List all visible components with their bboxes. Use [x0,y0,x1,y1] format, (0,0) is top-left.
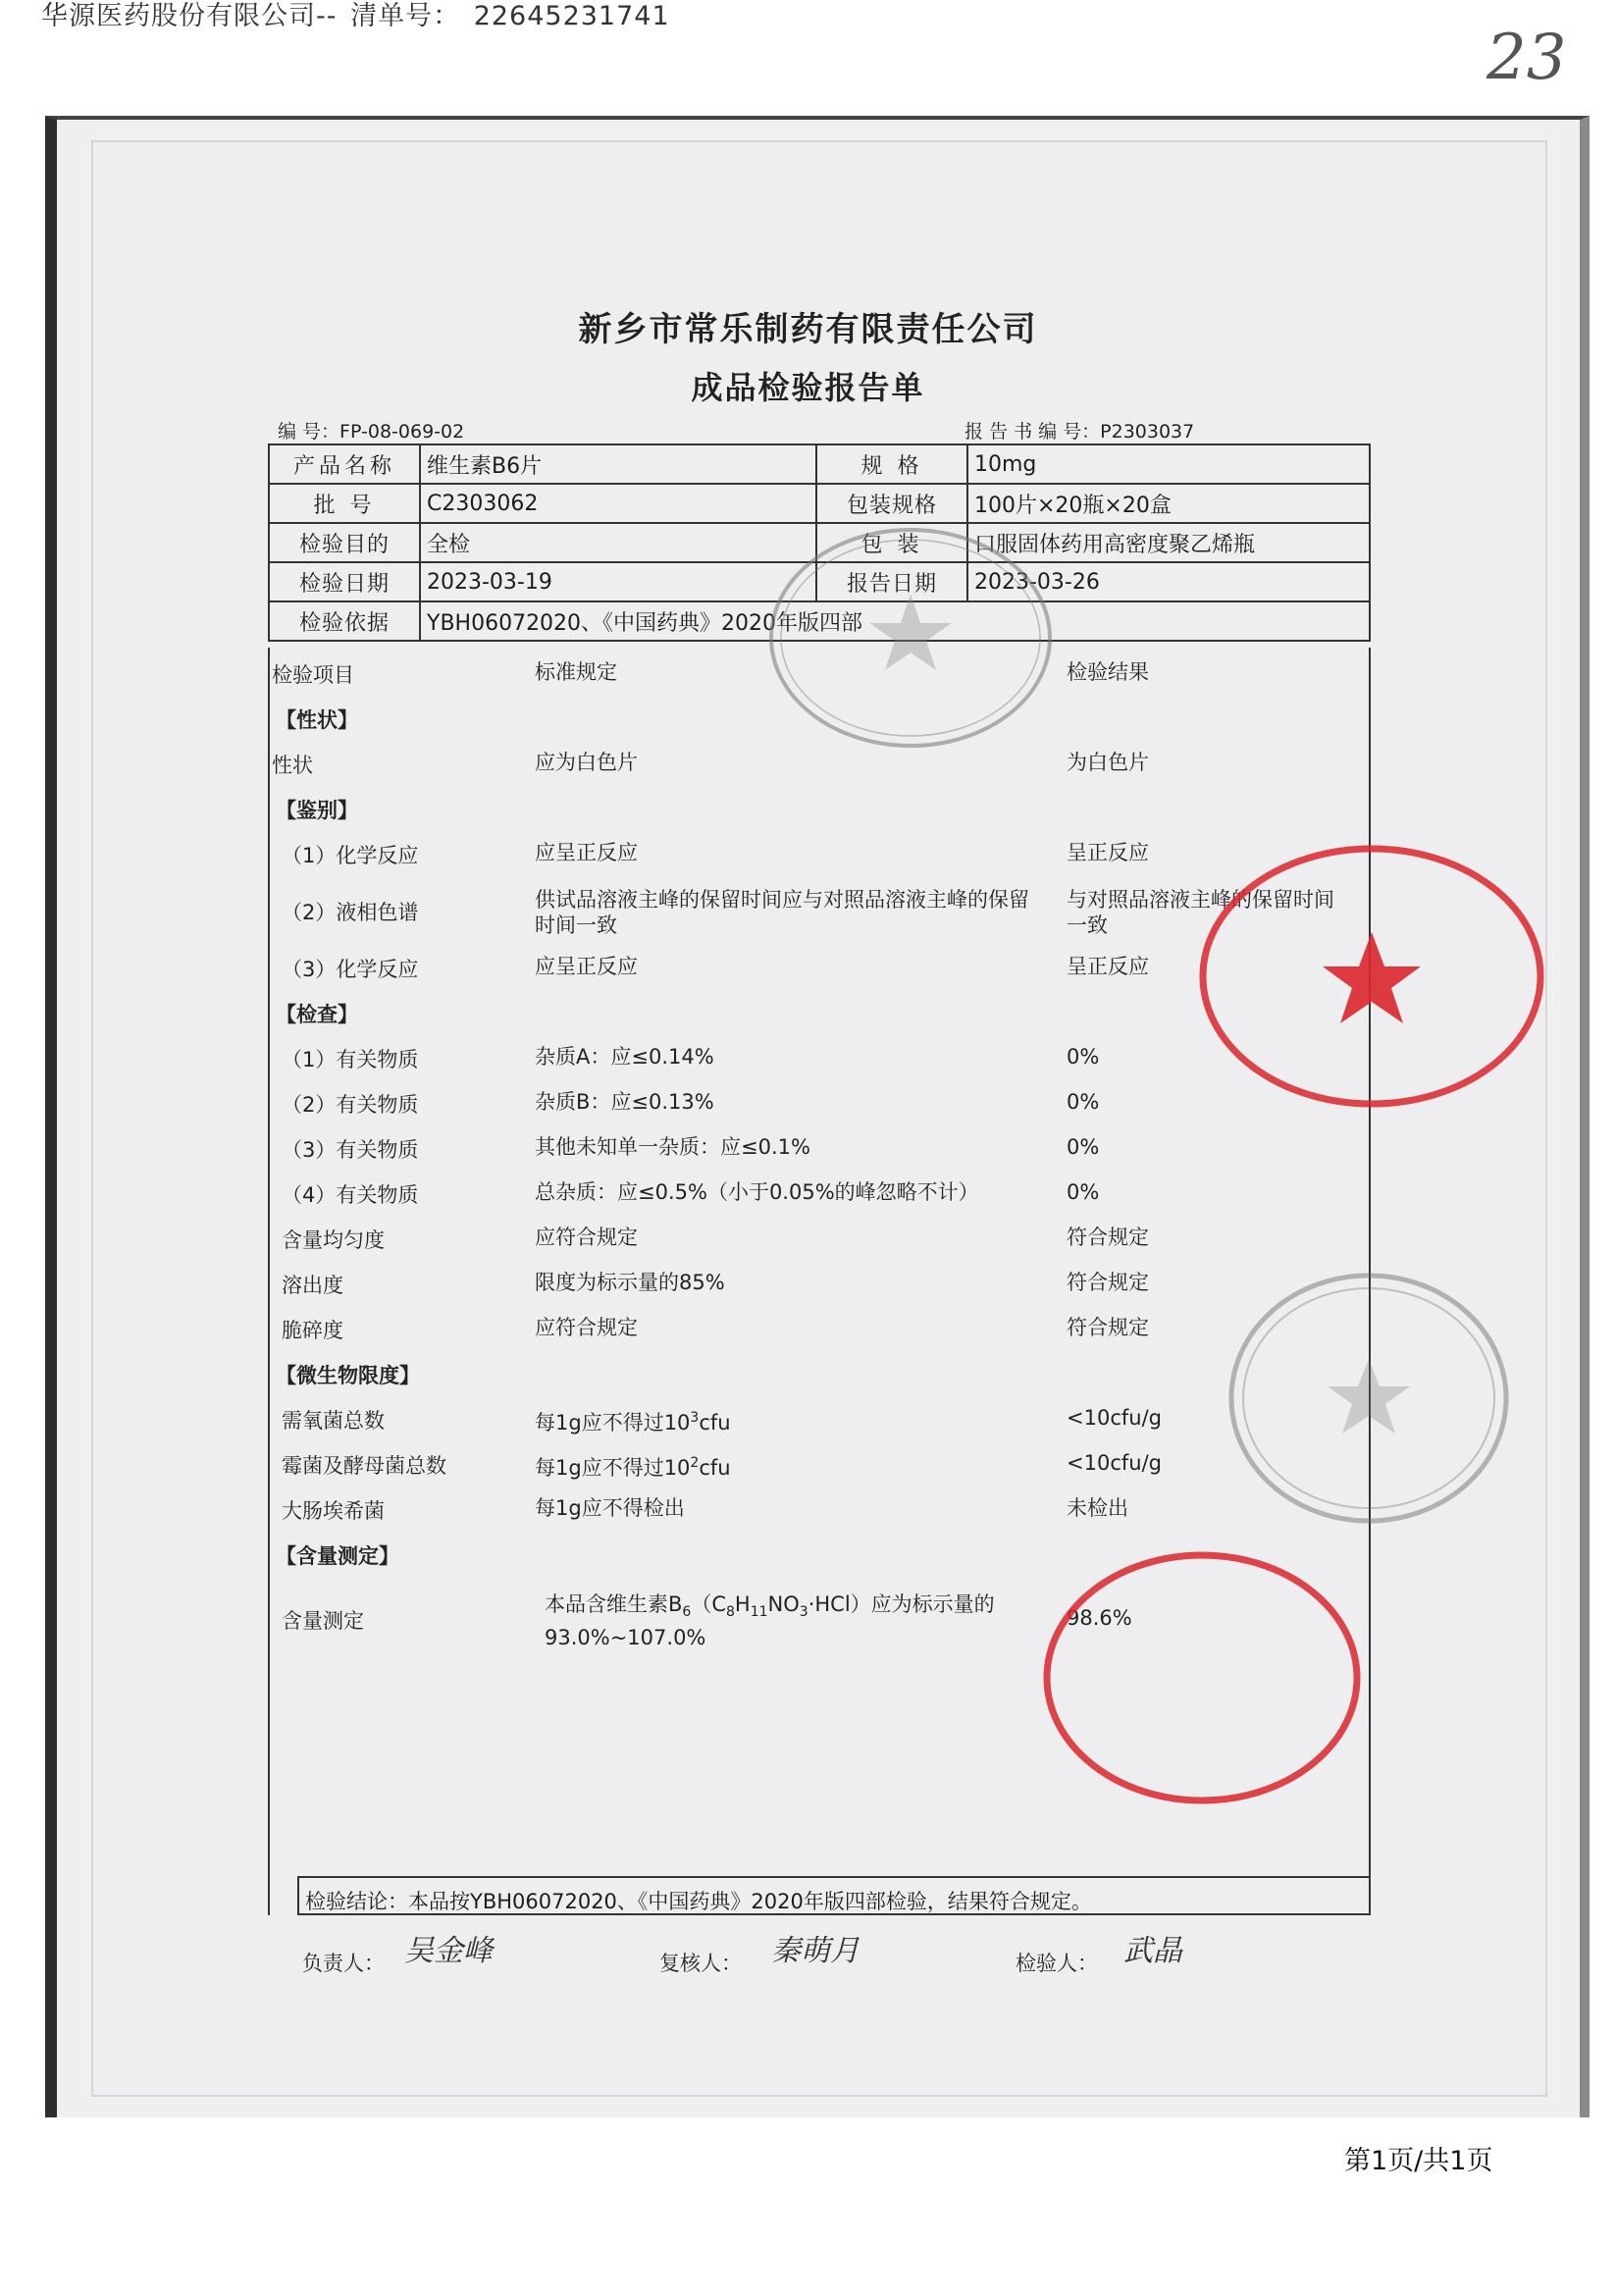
item-name: （1）有关物质 [282,1048,419,1071]
info-row [269,562,1370,601]
result-row [270,1405,1373,1442]
item-name: （2）液相色谱 [282,901,419,924]
item-name: 含量测定 [282,1609,364,1633]
page-number: 第1页/共1页 [1344,2146,1493,2176]
item-result: 为白色片 [1067,751,1149,774]
item-standard: 应符合规定 [535,1226,638,1249]
std-unit: cfu [699,1456,731,1480]
product-name-label: 产品名称 [269,444,420,484]
result-row [270,1450,1373,1487]
company-title: 新乡市常乐制药有限责任公司 [578,310,1038,349]
item-result: 符合规定 [1067,1226,1149,1249]
product-info-table [268,444,1371,642]
item-name: 含量均匀度 [282,1228,385,1252]
std-text: 本品含维生素B [545,1592,683,1616]
result-row [270,1270,1373,1307]
batch-value: C2303062 [420,484,816,523]
std-exponent: 3 [690,1410,700,1426]
reviewer-label: 复核人： [659,1952,742,1975]
item-standard: 应符合规定 [535,1316,638,1339]
std-exponent: 2 [690,1455,700,1471]
section-check: 【检查】 [276,1003,358,1026]
item-result: 0% [1067,1045,1100,1069]
results-header-row [270,659,1373,697]
item-result: 0% [1067,1135,1100,1159]
spec-label: 规 格 [816,444,967,484]
result-row [270,954,1373,991]
item-name: 需氧菌总数 [282,1409,385,1433]
item-result: 未检出 [1067,1496,1128,1520]
col-item-header: 检验项目 [272,663,354,687]
std-sub: 6 [682,1604,692,1621]
std-unit: cfu [699,1411,731,1435]
report-date-value: 2023-03-26 [967,562,1370,601]
std-text: 每1g应不得过10 [535,1456,691,1480]
info-row [269,601,1370,641]
col-result-header: 检验结果 [1067,660,1149,684]
std-text: H [734,1592,751,1616]
result-row [270,1315,1373,1352]
item-name: （4）有关物质 [282,1183,419,1207]
basis-label: 检验依据 [269,601,420,641]
item-name: 溶出度 [282,1274,343,1297]
result-row [270,1592,1373,1660]
purpose-label: 检验目的 [269,523,420,562]
inspect-date-value: 2023-03-19 [420,562,816,601]
fax-header [41,0,674,32]
fax-list-number: 22645231741 [473,1,670,31]
item-result: 98.6% [1067,1606,1132,1630]
item-name: （3）有关物质 [282,1138,419,1162]
report-title: 成品检验报告单 [691,369,925,406]
item-name: 大肠埃希菌 [282,1499,385,1523]
item-standard: 其他未知单一杂质：应≤0.1% [535,1135,810,1159]
info-row [269,523,1370,562]
item-standard: 限度为标示量的85% [535,1271,725,1294]
result-row [270,887,1373,937]
packing-spec-value: 100片×20瓶×20盒 [967,484,1370,523]
fax-company: 华源医药股份有限公司-- [41,1,338,31]
basis-value: YBH06072020、《中国药典》2020年版四部 [420,601,1370,641]
std-sub: 3 [799,1604,808,1621]
item-standard [535,1450,1045,1481]
item-standard: 杂质B：应≤0.13% [535,1090,714,1114]
item-standard: 总杂质：应≤0.5%（小于0.05%的峰忽略不计） [535,1180,979,1204]
item-result: 符合规定 [1067,1271,1149,1294]
section-identification: 【鉴别】 [276,799,358,822]
std-text: 每1g应不得过10 [535,1411,691,1435]
section-assay: 【含量测定】 [276,1544,399,1568]
result-row [270,750,1373,787]
spec-value: 10mg [967,444,1370,484]
item-standard: 应呈正反应 [535,841,638,864]
results-section [268,648,1371,1915]
item-standard: 每1g应不得检出 [535,1496,685,1520]
section-microbial: 【微生物限度】 [276,1364,420,1387]
std-text: NO [767,1592,800,1616]
batch-label: 批 号 [269,484,420,523]
item-name: 脆碎度 [282,1319,343,1342]
result-row [270,1495,1373,1533]
section-character: 【性状】 [276,708,358,732]
std-sub: 8 [726,1604,735,1621]
item-result: 0% [1067,1090,1100,1114]
item-standard: 应呈正反应 [535,955,638,978]
item-name: （2）有关物质 [282,1093,419,1117]
item-standard [545,1592,1055,1650]
item-name: 性状 [272,754,313,777]
handwritten-page-mark: 23 [1486,22,1567,94]
purpose-value: 全检 [420,523,816,562]
item-standard [535,1405,1045,1435]
inspector-signature: 武晶 [1123,1934,1182,1968]
item-result: <10cfu/g [1067,1406,1162,1430]
fax-list-label: 清单号： [350,1,461,31]
responsible-signature: 吴金峰 [404,1934,493,1968]
item-result: 与对照品溶液主峰的保留时间一致 [1067,888,1334,937]
responsible-label: 负责人： [302,1952,385,1975]
inspection-conclusion: 检验结论：本品按YBH06072020、《中国药典》2020年版四部检验，结果符合规定。 [297,1876,1371,1915]
info-row [269,484,1370,523]
item-name: 霉菌及酵母菌总数 [282,1454,446,1478]
report-date-label: 报告日期 [816,562,967,601]
form-number: 编 号：FP-08-069-02 [278,421,465,443]
item-name: （1）化学反应 [282,844,419,867]
item-result: 0% [1067,1180,1100,1204]
item-standard: 杂质A：应≤0.14% [535,1045,714,1069]
std-text: （C [691,1592,726,1616]
item-result: 呈正反应 [1067,841,1149,864]
packaging-value: 口服固体药用高密度聚乙烯瓶 [967,523,1370,562]
std-sub: 11 [750,1604,768,1621]
item-result: 呈正反应 [1067,955,1149,978]
reviewer-signature: 秦萌月 [771,1934,860,1968]
item-name: （3）化学反应 [282,958,419,981]
result-row [270,1044,1373,1081]
result-row [270,1134,1373,1172]
inspect-date-label: 检验日期 [269,562,420,601]
info-row [269,444,1370,484]
packing-spec-label: 包装规格 [816,484,967,523]
result-row [270,840,1373,877]
product-name: 维生素B6片 [420,444,816,484]
inspector-label: 检验人： [1016,1952,1098,1975]
std-range: 93.0%~107.0% [545,1626,706,1650]
result-row [270,1179,1373,1217]
col-standard-header: 标准规定 [535,660,617,684]
result-row [270,1225,1373,1262]
item-result: <10cfu/g [1067,1451,1162,1475]
item-standard: 应为白色片 [535,751,638,774]
item-standard: 供试品溶液主峰的保留时间应与对照品溶液主峰的保留时间一致 [535,888,1029,937]
packaging-label: 包 装 [816,523,967,562]
report-number: 报 告 书 编 号：P2303037 [964,421,1195,443]
std-text: ·HCl）应为标示量的 [808,1592,995,1616]
item-result: 符合规定 [1067,1316,1149,1339]
result-row [270,1089,1373,1126]
